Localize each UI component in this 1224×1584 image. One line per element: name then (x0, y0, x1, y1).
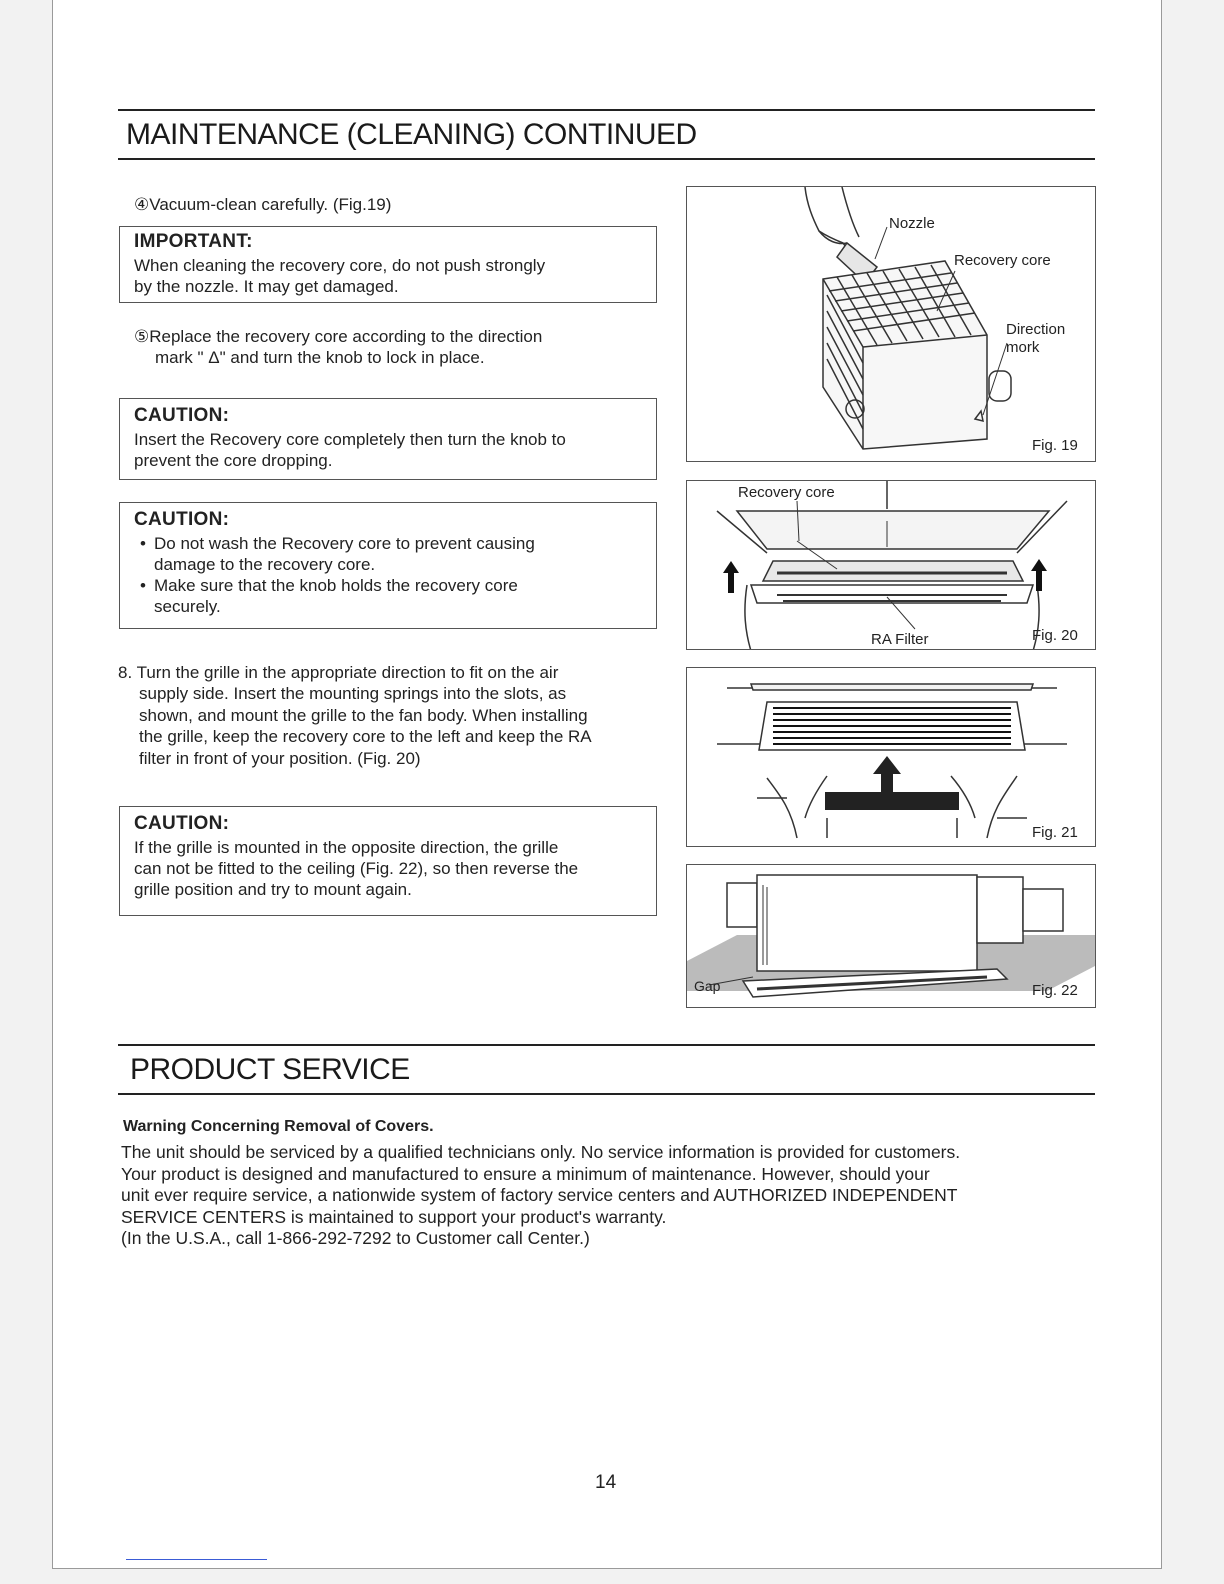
step-8-line-4: the grille, keep the recovery core to the left and keep the RA (139, 727, 592, 746)
step-5-line-1: ⑤Replace the recovery core according to the direction (134, 327, 543, 346)
caution-3-line-3: grille position and try to mount again. (134, 880, 412, 899)
service-line-1: The unit should be serviced by a qualified technicians only. No service information is provided for customers. (121, 1142, 961, 1162)
fig-20-ra-filter-label: RA Filter (871, 631, 929, 648)
warning-title: Warning Concerning Removal of Covers. (123, 1118, 434, 1135)
important-line-2: by the nozzle. It may get damaged. (134, 277, 399, 296)
step-8-line-1: 8. Turn the grille in the appropriate direction to fit on the air (118, 663, 559, 682)
caution-2-bullet-2: • Make sure that the knob holds the recovery core securely. (134, 575, 642, 617)
step-4-text: ④Vacuum-clean carefully. (Fig.19) (134, 195, 392, 214)
caution-1-line-2: prevent the core dropping. (134, 451, 333, 470)
important-line-1: When cleaning the recovery core, do not push strongly (134, 256, 546, 275)
fig-20-caption: Fig. 20 (1032, 627, 1078, 644)
caution-3-line-1: If the grille is mounted in the opposite direction, the grille (134, 838, 559, 857)
important-box (119, 226, 657, 303)
fig-19-recovery-core-label: Recovery core (954, 252, 1051, 269)
caution-box-3 (119, 806, 657, 916)
fig-20-recovery-core-label: Recovery core (738, 484, 835, 501)
service-line-2: Your product is designed and manufactured to ensure a minimum of maintenance. However, should your (121, 1164, 930, 1184)
caution-3-line-2: can not be fitted to the ceiling (Fig. 22), so then reverse the (134, 859, 579, 878)
step-8-line-3: shown, and mount the grille to the fan body. When installing (139, 706, 588, 725)
caution-2-title: CAUTION: (134, 509, 230, 530)
step-5-line-2: mark " Δ" and turn the knob to lock in place. (155, 348, 485, 367)
fig-19-caption: Fig. 19 (1032, 437, 1078, 454)
fig-20-illustration (687, 481, 1096, 650)
product-service-heading: PRODUCT SERVICE (130, 1053, 410, 1086)
figure-20 (686, 480, 1096, 650)
caution-1-title: CAUTION: (134, 405, 230, 426)
fig-19-direction-label-2: mork (1006, 339, 1040, 356)
fig-21-caption: Fig. 21 (1032, 824, 1078, 841)
caution-box-2 (119, 502, 657, 629)
figure-21 (686, 667, 1096, 847)
step-8-line-5: filter in front of your position. (Fig. 20) (139, 749, 421, 768)
service-line-4: SERVICE CENTERS is maintained to support your product's warranty. (121, 1207, 667, 1227)
important-title: IMPORTANT: (134, 231, 253, 252)
service-top-rule (118, 1044, 1095, 1046)
figure-22 (686, 864, 1096, 1008)
service-line-3: unit ever require service, a nationwide system of factory service centers and AUTHORIZED INDEPENDENT (121, 1185, 958, 1205)
caution-3-title: CAUTION: (134, 813, 230, 834)
service-heading-underline (118, 1093, 1095, 1095)
footer-link-line[interactable] (126, 1559, 267, 1560)
caution-2-bullet-1: • Do not wash the Recovery core to prevent causing damage to the recovery core. (134, 533, 642, 575)
step-8-line-2: supply side. Insert the mounting springs into the slots, as (139, 684, 567, 703)
fig-22-caption: Fig. 22 (1032, 982, 1078, 999)
top-rule (118, 109, 1095, 111)
page-number: 14 (595, 1472, 617, 1493)
caution-1-line-1: Insert the Recovery core completely then turn the knob to (134, 430, 566, 449)
fig-19-direction-label: Direction (1006, 321, 1066, 338)
caution-box-1 (119, 398, 657, 480)
heading-underline (118, 158, 1095, 160)
figure-19 (686, 186, 1096, 462)
fig-21-illustration (687, 668, 1096, 847)
fig-19-nozzle-label: Nozzle (889, 215, 935, 232)
maintenance-heading: MAINTENANCE (CLEANING) CONTINUED (126, 118, 697, 151)
service-line-5: (In the U.S.A., call 1-866-292-7292 to Customer call Center.) (121, 1228, 590, 1248)
fig-22-gap-label: Gap (694, 978, 721, 994)
caution-2-list (134, 533, 642, 617)
